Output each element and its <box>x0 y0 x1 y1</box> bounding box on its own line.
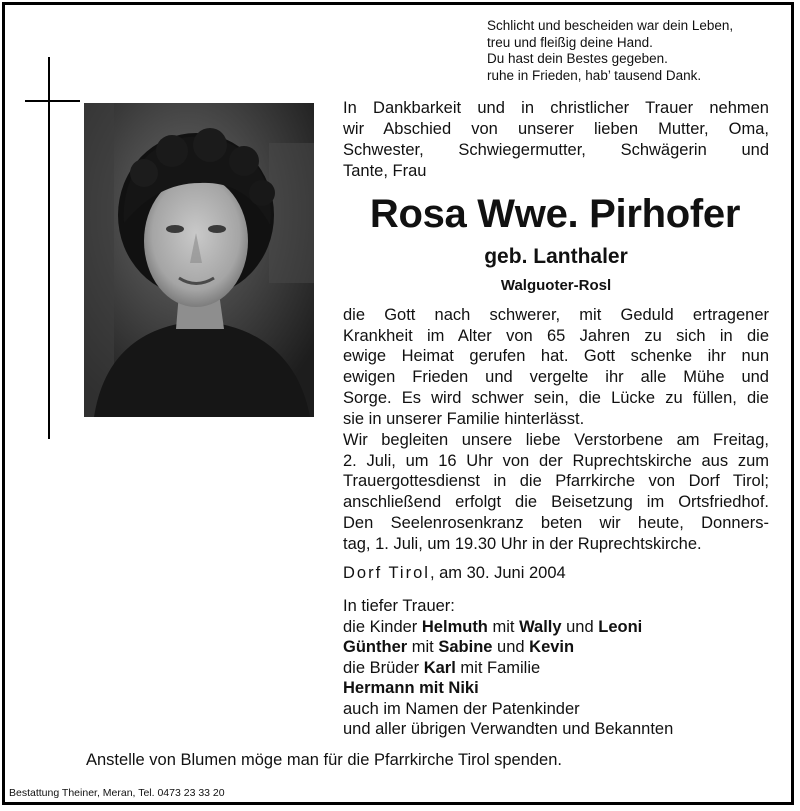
text-line: tag, 1. Juli, um 19.30 Uhr in der Ruprechtskirche. <box>343 534 702 553</box>
poem-line: Schlicht und bescheiden war dein Leben, <box>487 18 734 33</box>
connector: mit <box>487 617 520 636</box>
funeral-details-text <box>343 430 769 554</box>
mourners-list <box>343 596 773 740</box>
intro-line: In Dankbarkeit und in christlicher Trauer nehmen <box>343 99 769 117</box>
godchildren-line: auch im Namen der Patenkinder <box>343 699 580 718</box>
connector: und <box>492 638 530 656</box>
death-announcement-text <box>343 305 769 429</box>
cross-vertical-bar <box>48 57 50 439</box>
intro-line: wir Abschied von unserer lieben Mutter, Oma, <box>343 120 769 138</box>
portrait-photo <box>84 103 314 417</box>
relatives-line: und aller übrigen Verwandten und Bekannten <box>343 720 674 738</box>
connector: und <box>561 617 599 636</box>
brother-name: Hermann mit Niki <box>343 679 479 697</box>
text-line: 2. Juli, um 16 Uhr von der Ruprechtskirche aus zum <box>343 451 769 470</box>
poem-line: treu und fleißig deine Hand. <box>487 34 653 50</box>
intro-text <box>343 98 769 182</box>
mourners-brothers-line <box>343 678 773 699</box>
text-line: sie in unserer Familie hinterlässt. <box>343 409 585 428</box>
deceased-name: Rosa Wwe. Pirhofer <box>369 192 741 236</box>
undertaker-credit: Bestattung Theiner, Meran, Tel. 0473 23 33 20 <box>9 787 225 799</box>
child-name: Günther <box>343 638 408 656</box>
spouse-name: Sabine <box>438 638 493 656</box>
grandchild-name: Leoni <box>598 617 643 636</box>
mourners-heading: In tiefer Trauer: <box>343 597 455 615</box>
spouse-name: Wally <box>519 617 562 636</box>
text-line: Sorge. Es wird schwer sein, die Lücke zu füllen, die <box>343 388 769 407</box>
mourners-brothers-line <box>343 658 773 679</box>
cross-horizontal-bar <box>25 100 80 102</box>
text-line: anschließend erfolgt die Beisetzung im Ortsfriedhof. <box>343 493 769 512</box>
grandchild-name: Kevin <box>529 638 575 656</box>
text-line: Den Seelenrosenkranz beten wir heute, Donners- <box>343 513 769 532</box>
mourners-children-line <box>343 617 773 638</box>
birth-name: geb. Lanthaler <box>484 245 628 268</box>
intro-line: Tante, Frau <box>343 162 427 180</box>
connector: mit Familie <box>455 658 541 677</box>
town-name: Dorf Tirol <box>343 564 430 582</box>
nickname: Walguoter-Rosl <box>500 277 612 294</box>
memorial-poem <box>487 18 787 84</box>
mourners-children-line <box>343 637 773 658</box>
brothers-prefix: die Brüder <box>343 658 424 677</box>
poem-line: Du hast dein Bestes gegeben. <box>487 51 668 66</box>
poem-line: ruhe in Frieden, hab’ tausend Dank. <box>487 67 702 83</box>
text-line: Krankheit im Alter von 65 Jahren zu sich in die <box>343 326 769 345</box>
date-text: , am 30. Juni 2004 <box>429 564 566 582</box>
text-line: ewigen Frieden und vergelte ihr alle Mühe und <box>343 368 769 387</box>
text-line: ewige Heimat gerufen hat. Gott schenke ihr nun <box>343 347 769 366</box>
text-line: Trauergottesdienst in die Pfarrkirche von Dorf Tirol; <box>343 472 769 491</box>
flowers-note: Anstelle von Blumen möge man für die Pfarrkirche Tirol spenden. <box>86 751 562 769</box>
text-line: die Gott nach schwerer, mit Geduld ertragener <box>343 306 769 324</box>
place-date <box>343 563 566 583</box>
portrait-image <box>84 103 314 417</box>
text-line: Wir begleiten unsere liebe Verstorbene am Freitag, <box>343 431 769 449</box>
children-prefix: die Kinder <box>343 617 422 636</box>
child-name: Helmuth <box>421 617 488 636</box>
intro-line: Schwester, Schwiegermutter, Schwägerin und <box>343 141 769 159</box>
connector: mit <box>407 638 439 656</box>
brother-name: Karl <box>423 658 456 677</box>
